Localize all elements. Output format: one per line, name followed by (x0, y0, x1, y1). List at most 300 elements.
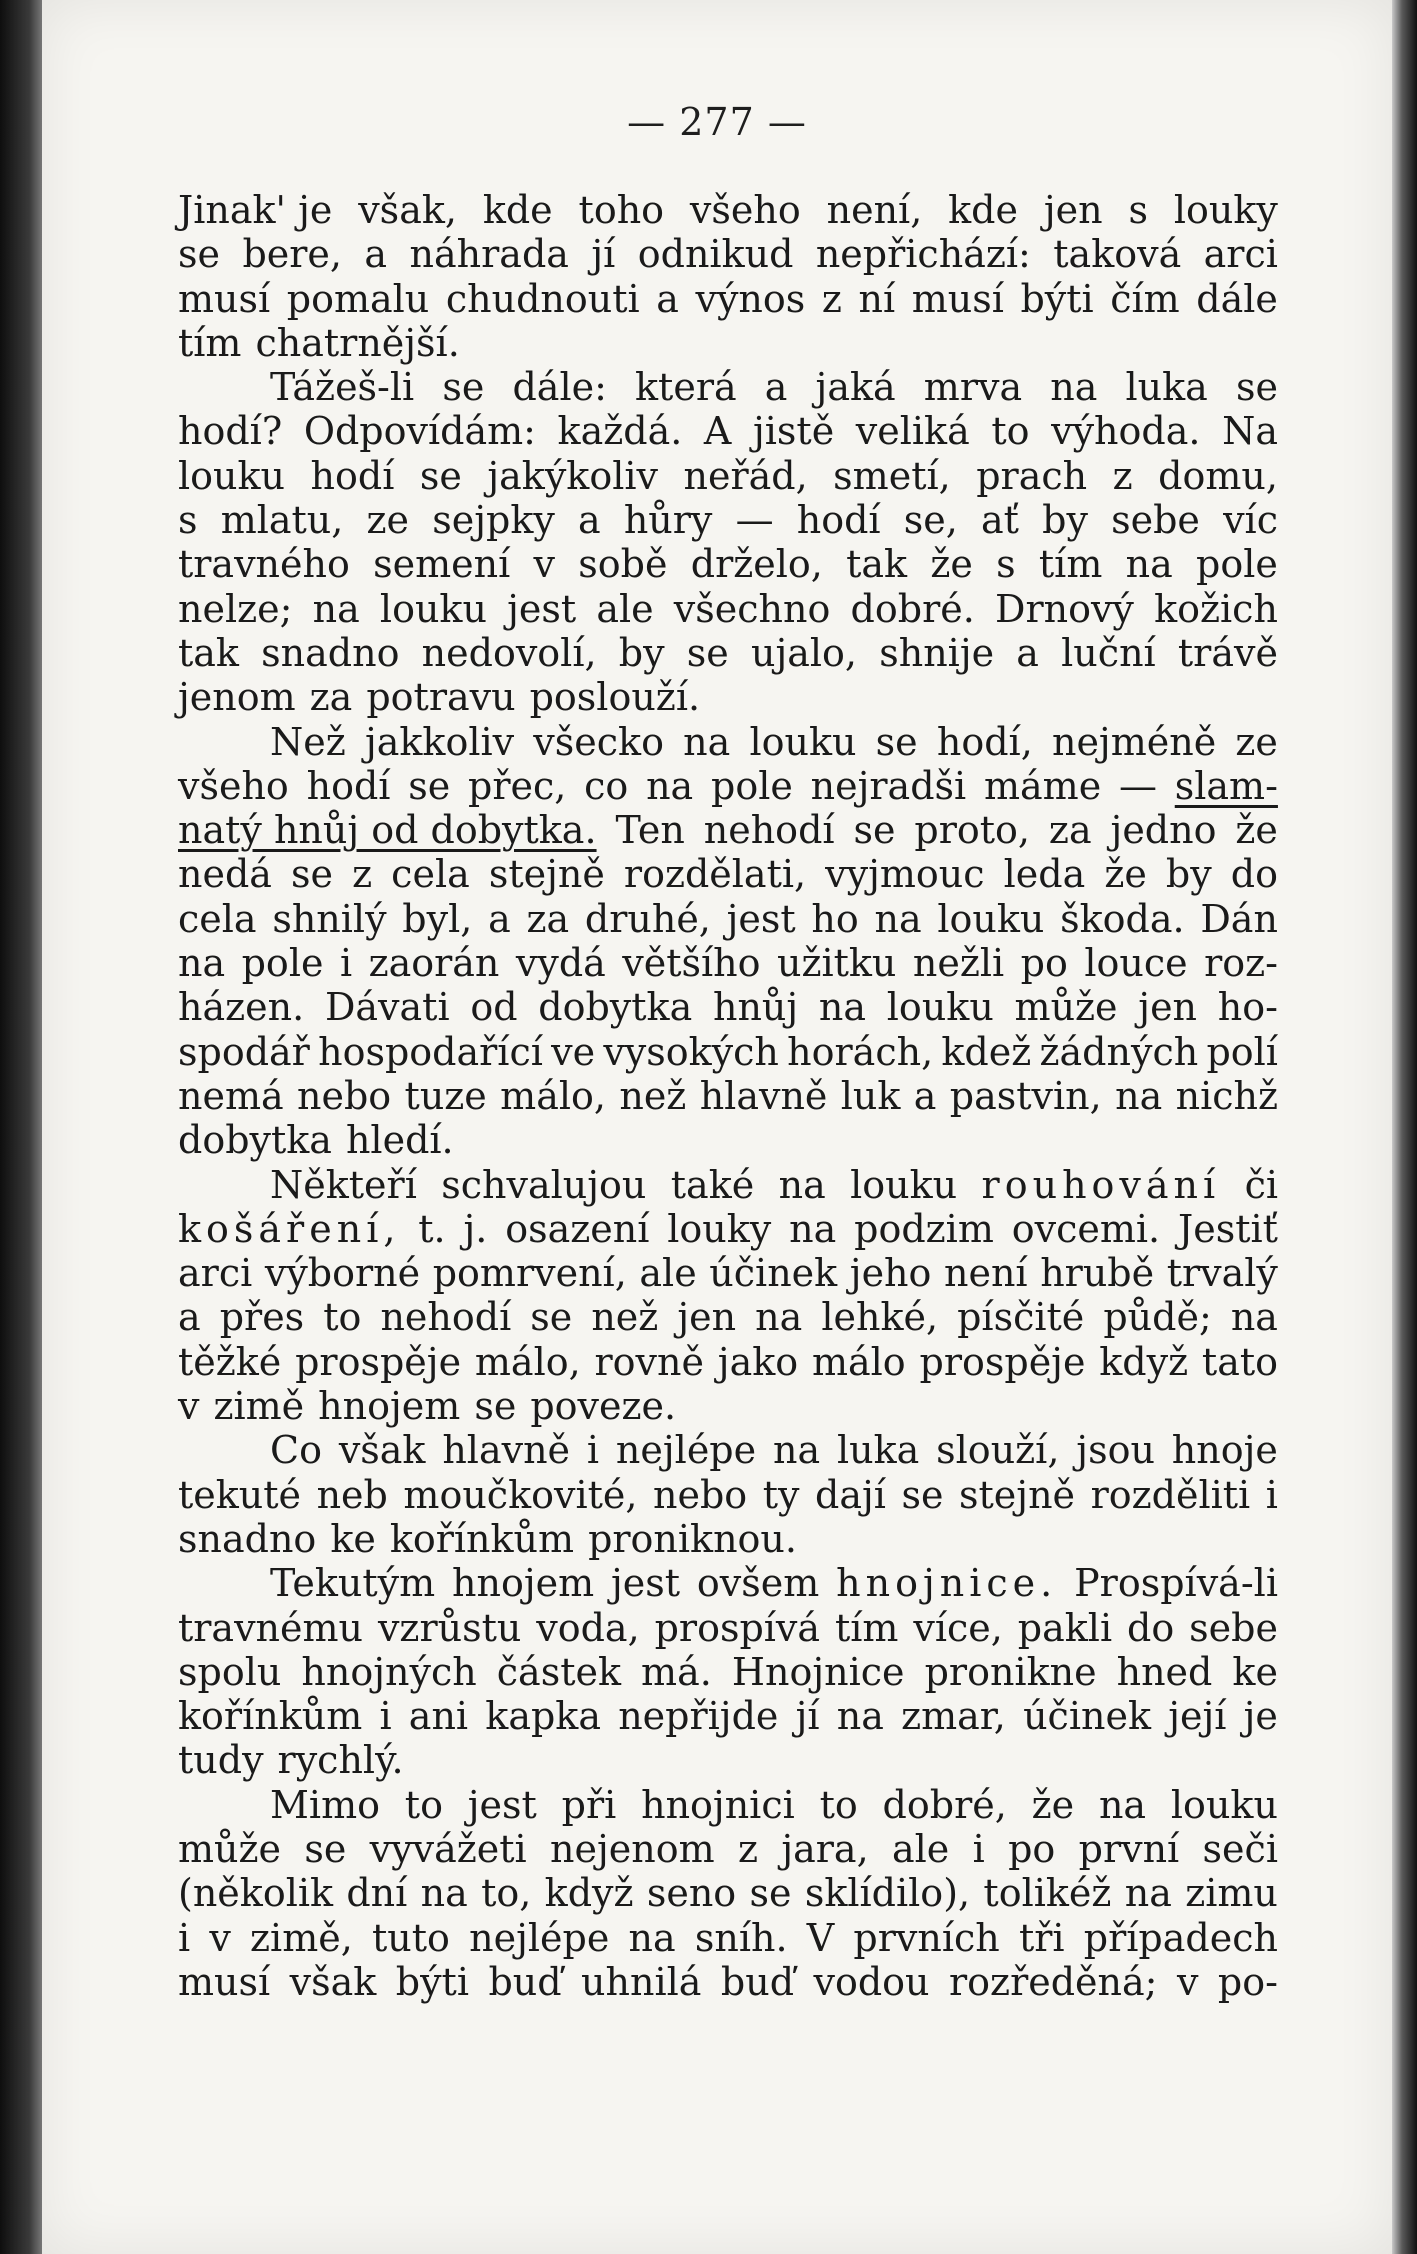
word: voda, (536, 1605, 640, 1650)
word: všecko (533, 719, 664, 764)
word: i (339, 941, 353, 986)
word: se (1235, 365, 1278, 410)
word: prvních (853, 1915, 1000, 1960)
word: je (1243, 1694, 1278, 1739)
word: a (764, 365, 788, 410)
word: v (209, 1915, 231, 1960)
word: vyvážeti (369, 1826, 527, 1871)
word: jedno (1110, 808, 1217, 853)
text-line (178, 1783, 1278, 1827)
word: v (178, 1384, 200, 1429)
word: nichž (1175, 1073, 1278, 1118)
word: zimě (213, 1384, 305, 1429)
word: uhnilá (581, 1959, 702, 2004)
word: písčité (957, 1295, 1085, 1340)
word: býti (1020, 276, 1094, 321)
word: spolu (178, 1649, 282, 1694)
word: nepřichází: (815, 232, 1031, 277)
text-line (178, 1650, 1278, 1694)
word: ke (1232, 1649, 1278, 1694)
word: Drnový (994, 586, 1134, 631)
word: dají (815, 1472, 886, 1517)
text-line (178, 1561, 1278, 1605)
word: ho (811, 896, 859, 941)
text-line (178, 1340, 1278, 1384)
word: že (1104, 852, 1147, 897)
word: zaorán (368, 941, 500, 986)
word: a (178, 1295, 201, 1340)
word: výborné (264, 1251, 421, 1296)
word: tuze (404, 1073, 487, 1118)
word: veliká (855, 409, 970, 454)
word: druhé, (584, 896, 711, 941)
word: jí (795, 1694, 820, 1739)
word: má. (641, 1649, 712, 1694)
word: dobré. (850, 586, 975, 631)
word: a (656, 276, 679, 321)
word: která (635, 365, 737, 410)
word: potravu (366, 675, 516, 720)
word: to (404, 1782, 443, 1827)
word: se, (903, 498, 958, 543)
word: stejně (959, 1472, 1076, 1517)
word: ty (762, 1472, 800, 1517)
book-page (42, 0, 1392, 2254)
word: slouží, (936, 1428, 1060, 1473)
word: to, (481, 1871, 532, 1916)
word: účinek (1023, 1694, 1151, 1739)
word: byl, (402, 896, 473, 941)
word: — (1118, 763, 1157, 808)
word: polí (1206, 1029, 1278, 1074)
word: nebo (297, 1073, 392, 1118)
word: házen. (178, 985, 305, 1030)
word: všeho (689, 188, 801, 232)
text-line (178, 277, 1278, 321)
word: částek (496, 1649, 621, 1694)
word: že (1031, 1782, 1075, 1827)
word: pole (241, 941, 324, 986)
word: hnojem (452, 1561, 595, 1606)
word: přes (219, 1295, 305, 1340)
word: a (1016, 630, 1039, 675)
word: půdě; (1103, 1295, 1212, 1340)
page-number: — 277 — (627, 100, 807, 144)
text-line (178, 1207, 1278, 1251)
word: po (1008, 1826, 1056, 1871)
word: když (544, 1871, 634, 1916)
word: hlavně (699, 1073, 828, 1118)
word: náhrada (409, 232, 569, 277)
word: louku (937, 896, 1045, 941)
word: jako (717, 1339, 799, 1384)
word: odnikud (637, 232, 794, 277)
word: ke (330, 1516, 376, 1561)
word: z (352, 852, 373, 897)
word: se (853, 808, 896, 853)
word: stejně (488, 852, 605, 897)
word: bere, (242, 232, 342, 277)
word: trávě (1177, 630, 1278, 675)
word: poveze. (530, 1384, 677, 1429)
word: než (619, 1073, 687, 1118)
text-line (178, 1030, 1278, 1074)
word: její (1168, 1694, 1227, 1739)
word: s (1128, 188, 1149, 232)
word: však, (358, 188, 457, 232)
word: jí (591, 232, 616, 277)
word: mlatu, (220, 498, 344, 543)
word: luka (1125, 365, 1208, 410)
text-line (178, 1738, 1278, 1782)
word: jen (1043, 188, 1103, 232)
word: máme (983, 763, 1102, 808)
word: se (442, 365, 485, 410)
word: nejméně (1051, 719, 1217, 764)
word: A (703, 409, 732, 454)
word: neřád, (683, 453, 808, 498)
word: pronikne (924, 1649, 1097, 1694)
word: rouhování (981, 1162, 1221, 1207)
word: zimu (1185, 1871, 1278, 1916)
word: to (991, 409, 1030, 454)
word: proniknou. (588, 1516, 797, 1561)
text-line (178, 1118, 1278, 1162)
text-line (178, 1606, 1278, 1650)
word: v (1176, 1959, 1199, 2004)
word: tudy (178, 1738, 264, 1783)
word: kožich (1154, 586, 1278, 631)
word: nedovolí, (421, 630, 597, 675)
word: hnojnici (641, 1782, 795, 1827)
text-line (178, 365, 1278, 409)
word: to (819, 1782, 858, 1827)
word: Někteří (270, 1162, 417, 1207)
word: hůry (623, 498, 713, 543)
word: Mimo (270, 1782, 380, 1827)
word: vydá (515, 941, 606, 986)
word: sobě (578, 542, 668, 587)
word: za (309, 675, 353, 720)
word: nebo (653, 1472, 748, 1517)
word: i (178, 1915, 191, 1960)
word: travnému (178, 1605, 364, 1650)
word: každá. (557, 409, 683, 454)
word: dobytka (178, 1118, 332, 1163)
word: podzim (854, 1206, 994, 1251)
text-line (178, 1074, 1278, 1118)
word: ho- (1217, 985, 1278, 1030)
word: seno (646, 1871, 737, 1916)
word: kořínkům (389, 1516, 575, 1561)
word: a (577, 498, 601, 543)
word: prach (976, 453, 1088, 498)
word: ale (596, 586, 654, 631)
text-line (178, 1827, 1278, 1871)
word: louku (178, 453, 286, 498)
word: případech (1083, 1915, 1278, 1960)
word: do (1127, 1605, 1175, 1650)
word: leda (1003, 852, 1086, 897)
word: snadno (261, 630, 400, 675)
word: za (526, 896, 570, 941)
word: louku (379, 586, 487, 631)
text-line (178, 409, 1278, 453)
word: tak (178, 630, 239, 675)
word: tím (178, 320, 242, 365)
word: hledí. (345, 1118, 454, 1163)
word: z (737, 1826, 758, 1871)
word: kapka (485, 1694, 601, 1739)
word: sebe (1189, 1605, 1278, 1650)
word: cela (178, 896, 257, 941)
word: tím (1038, 542, 1103, 587)
word: taková (1053, 232, 1182, 277)
word: z (821, 276, 842, 321)
word: při (561, 1782, 617, 1827)
word: jest (507, 586, 577, 631)
word: spodář (178, 1029, 310, 1074)
word: domu, (1158, 453, 1278, 498)
word: musí (178, 1959, 271, 2004)
text-line (178, 1473, 1278, 1517)
word: že (930, 542, 973, 587)
word: toho (578, 188, 665, 232)
word: však (289, 1959, 377, 2004)
word: na (874, 896, 922, 941)
word: rozdělati, (623, 852, 807, 897)
word: ovšem (696, 1561, 820, 1606)
word: Na (1222, 409, 1278, 454)
word: horách, (787, 1029, 934, 1074)
word: ani (408, 1694, 469, 1739)
word: těžké (178, 1339, 282, 1384)
word: na (789, 1206, 837, 1251)
text-line (178, 188, 1278, 232)
word: hodí? (178, 409, 283, 454)
word: s (996, 542, 1016, 587)
word: dní (346, 1871, 408, 1916)
word: málo (811, 1339, 906, 1384)
word: musí (911, 276, 1004, 321)
word: na (312, 586, 360, 631)
word: na (420, 1871, 468, 1916)
word: hnojem (318, 1384, 461, 1429)
word: Prospívá-li (1074, 1561, 1278, 1606)
word: sníh. (694, 1915, 788, 1960)
word: přec, (468, 763, 567, 808)
word: Odpovídám: (303, 409, 536, 454)
word: že (1235, 808, 1278, 853)
word: by (618, 630, 665, 675)
word: první (1078, 1826, 1180, 1871)
word: by (1042, 498, 1088, 543)
word: hned (1116, 1649, 1213, 1694)
word: seči (1202, 1826, 1278, 1871)
word: ze (366, 498, 410, 543)
word: za (1048, 808, 1092, 853)
text-line (178, 897, 1278, 941)
word: pomalu (286, 276, 430, 321)
text-line (178, 1295, 1278, 1339)
word: dále: (512, 365, 607, 410)
word: na (178, 941, 226, 986)
word: Dán (1200, 896, 1278, 941)
word: co (584, 763, 629, 808)
word: vysokých (603, 1029, 779, 1074)
word: pole (1196, 542, 1278, 587)
word: — (735, 498, 774, 543)
word: hnůj (712, 985, 799, 1030)
word: lehké, (821, 1295, 939, 1340)
word: snadno (178, 1516, 317, 1561)
word: se (901, 1472, 944, 1517)
word: Tekutým (270, 1561, 436, 1606)
word: Co (270, 1428, 322, 1473)
word: všechno (673, 586, 831, 631)
word: louky (1173, 188, 1278, 232)
word: prospěje (295, 1339, 462, 1384)
word: prospěje (919, 1339, 1086, 1384)
word: hodí (310, 453, 395, 498)
word: rovně (594, 1339, 704, 1384)
word: do (1230, 852, 1278, 897)
word: na (628, 1915, 676, 1960)
word: hodí (796, 498, 881, 543)
word: louce (1084, 941, 1188, 986)
word: vzrůstu (377, 1605, 522, 1650)
text-line (178, 1871, 1278, 1915)
word: všeho (178, 763, 289, 808)
word: jaká (815, 365, 896, 410)
word: se (408, 763, 451, 808)
word: i (586, 1428, 600, 1473)
word: nežli (912, 941, 1005, 986)
text-line (178, 1384, 1278, 1428)
word: na (1098, 1782, 1147, 1827)
word: tato (1201, 1339, 1278, 1384)
word: jest (467, 1782, 537, 1827)
word: výhoda. (1051, 409, 1201, 454)
text-line (178, 232, 1278, 276)
word: roz- (1204, 941, 1278, 986)
word: po- (1217, 1959, 1278, 2004)
word: arci (178, 1251, 253, 1296)
text-line (178, 1428, 1278, 1472)
word: škoda. (1060, 896, 1185, 941)
word: nedá (178, 852, 272, 897)
word: od (470, 985, 518, 1030)
word: může (178, 1826, 282, 1871)
text-line (178, 631, 1278, 675)
word: ovcemi. (1011, 1206, 1161, 1251)
word: s (178, 498, 198, 543)
word: osazení (505, 1206, 650, 1251)
word: málo, (474, 1339, 581, 1384)
word: tolikéž (983, 1871, 1112, 1916)
word: a (364, 232, 388, 277)
word: košáření, (178, 1206, 401, 1251)
word: buď (720, 1959, 795, 2004)
word: hnoje (1171, 1428, 1278, 1473)
word: j. (463, 1206, 488, 1251)
word: jakkoliv (364, 719, 515, 764)
word: se (474, 1384, 517, 1429)
word: ní (858, 276, 896, 321)
word: na (646, 763, 694, 808)
word: louky (667, 1206, 772, 1251)
word: shnilý (272, 896, 387, 941)
word: ať (981, 498, 1019, 543)
word: schvalujou (441, 1162, 647, 1207)
word: proto, (914, 808, 1030, 853)
word: jenom (178, 675, 296, 720)
word: jsou (1076, 1428, 1155, 1473)
word: poslouží. (529, 675, 701, 720)
word: ve (551, 1029, 596, 1074)
word: rychlý. (277, 1738, 404, 1783)
word: hnojnice. (836, 1561, 1058, 1606)
word: hodí, (936, 719, 1033, 764)
word: tři (1018, 1915, 1065, 1960)
text-line (178, 1163, 1278, 1207)
word: na (1125, 542, 1173, 587)
word: jeho (849, 1251, 932, 1296)
word: zimě, (250, 1915, 353, 1960)
word: i (1265, 1472, 1278, 1517)
word: účinek (709, 1251, 838, 1296)
word: nehodí (380, 1295, 512, 1340)
word: rozděliti (1090, 1472, 1251, 1517)
word: se (304, 1826, 347, 1871)
word: na (818, 985, 867, 1030)
word: Jinak' je (178, 188, 333, 232)
word: by (1165, 852, 1212, 897)
word: luk (840, 1073, 901, 1118)
word: jen (1138, 985, 1198, 1030)
word: nejenom (550, 1826, 715, 1871)
word: sejpky (432, 498, 555, 543)
text-line (178, 454, 1278, 498)
word: travného (178, 542, 350, 587)
word: mrva (923, 365, 1023, 410)
text-line (178, 1251, 1278, 1295)
word: Dávati (324, 985, 450, 1030)
word: po (1020, 941, 1068, 986)
word: však (338, 1428, 426, 1473)
word: nejlépe (615, 1428, 757, 1473)
word: nehodí (703, 808, 835, 853)
word: rozředěná; (949, 1959, 1158, 2004)
word: na (755, 1295, 803, 1340)
word: hnojných (301, 1649, 477, 1694)
word: také (670, 1162, 755, 1207)
word: chudnouti (445, 276, 640, 321)
word: (několik (178, 1871, 334, 1916)
word: hospodařící (318, 1029, 543, 1074)
word: slam- (1174, 763, 1278, 808)
word: musí (178, 276, 271, 321)
text-line (178, 808, 1278, 852)
word: buď (488, 1959, 562, 2004)
text-line (178, 1694, 1278, 1738)
word: i (972, 1826, 985, 1871)
word: louku (749, 719, 857, 764)
word: nepřijde (618, 1694, 779, 1739)
word: většího (622, 941, 761, 986)
word: louku (1170, 1782, 1278, 1827)
text-line (178, 321, 1278, 365)
